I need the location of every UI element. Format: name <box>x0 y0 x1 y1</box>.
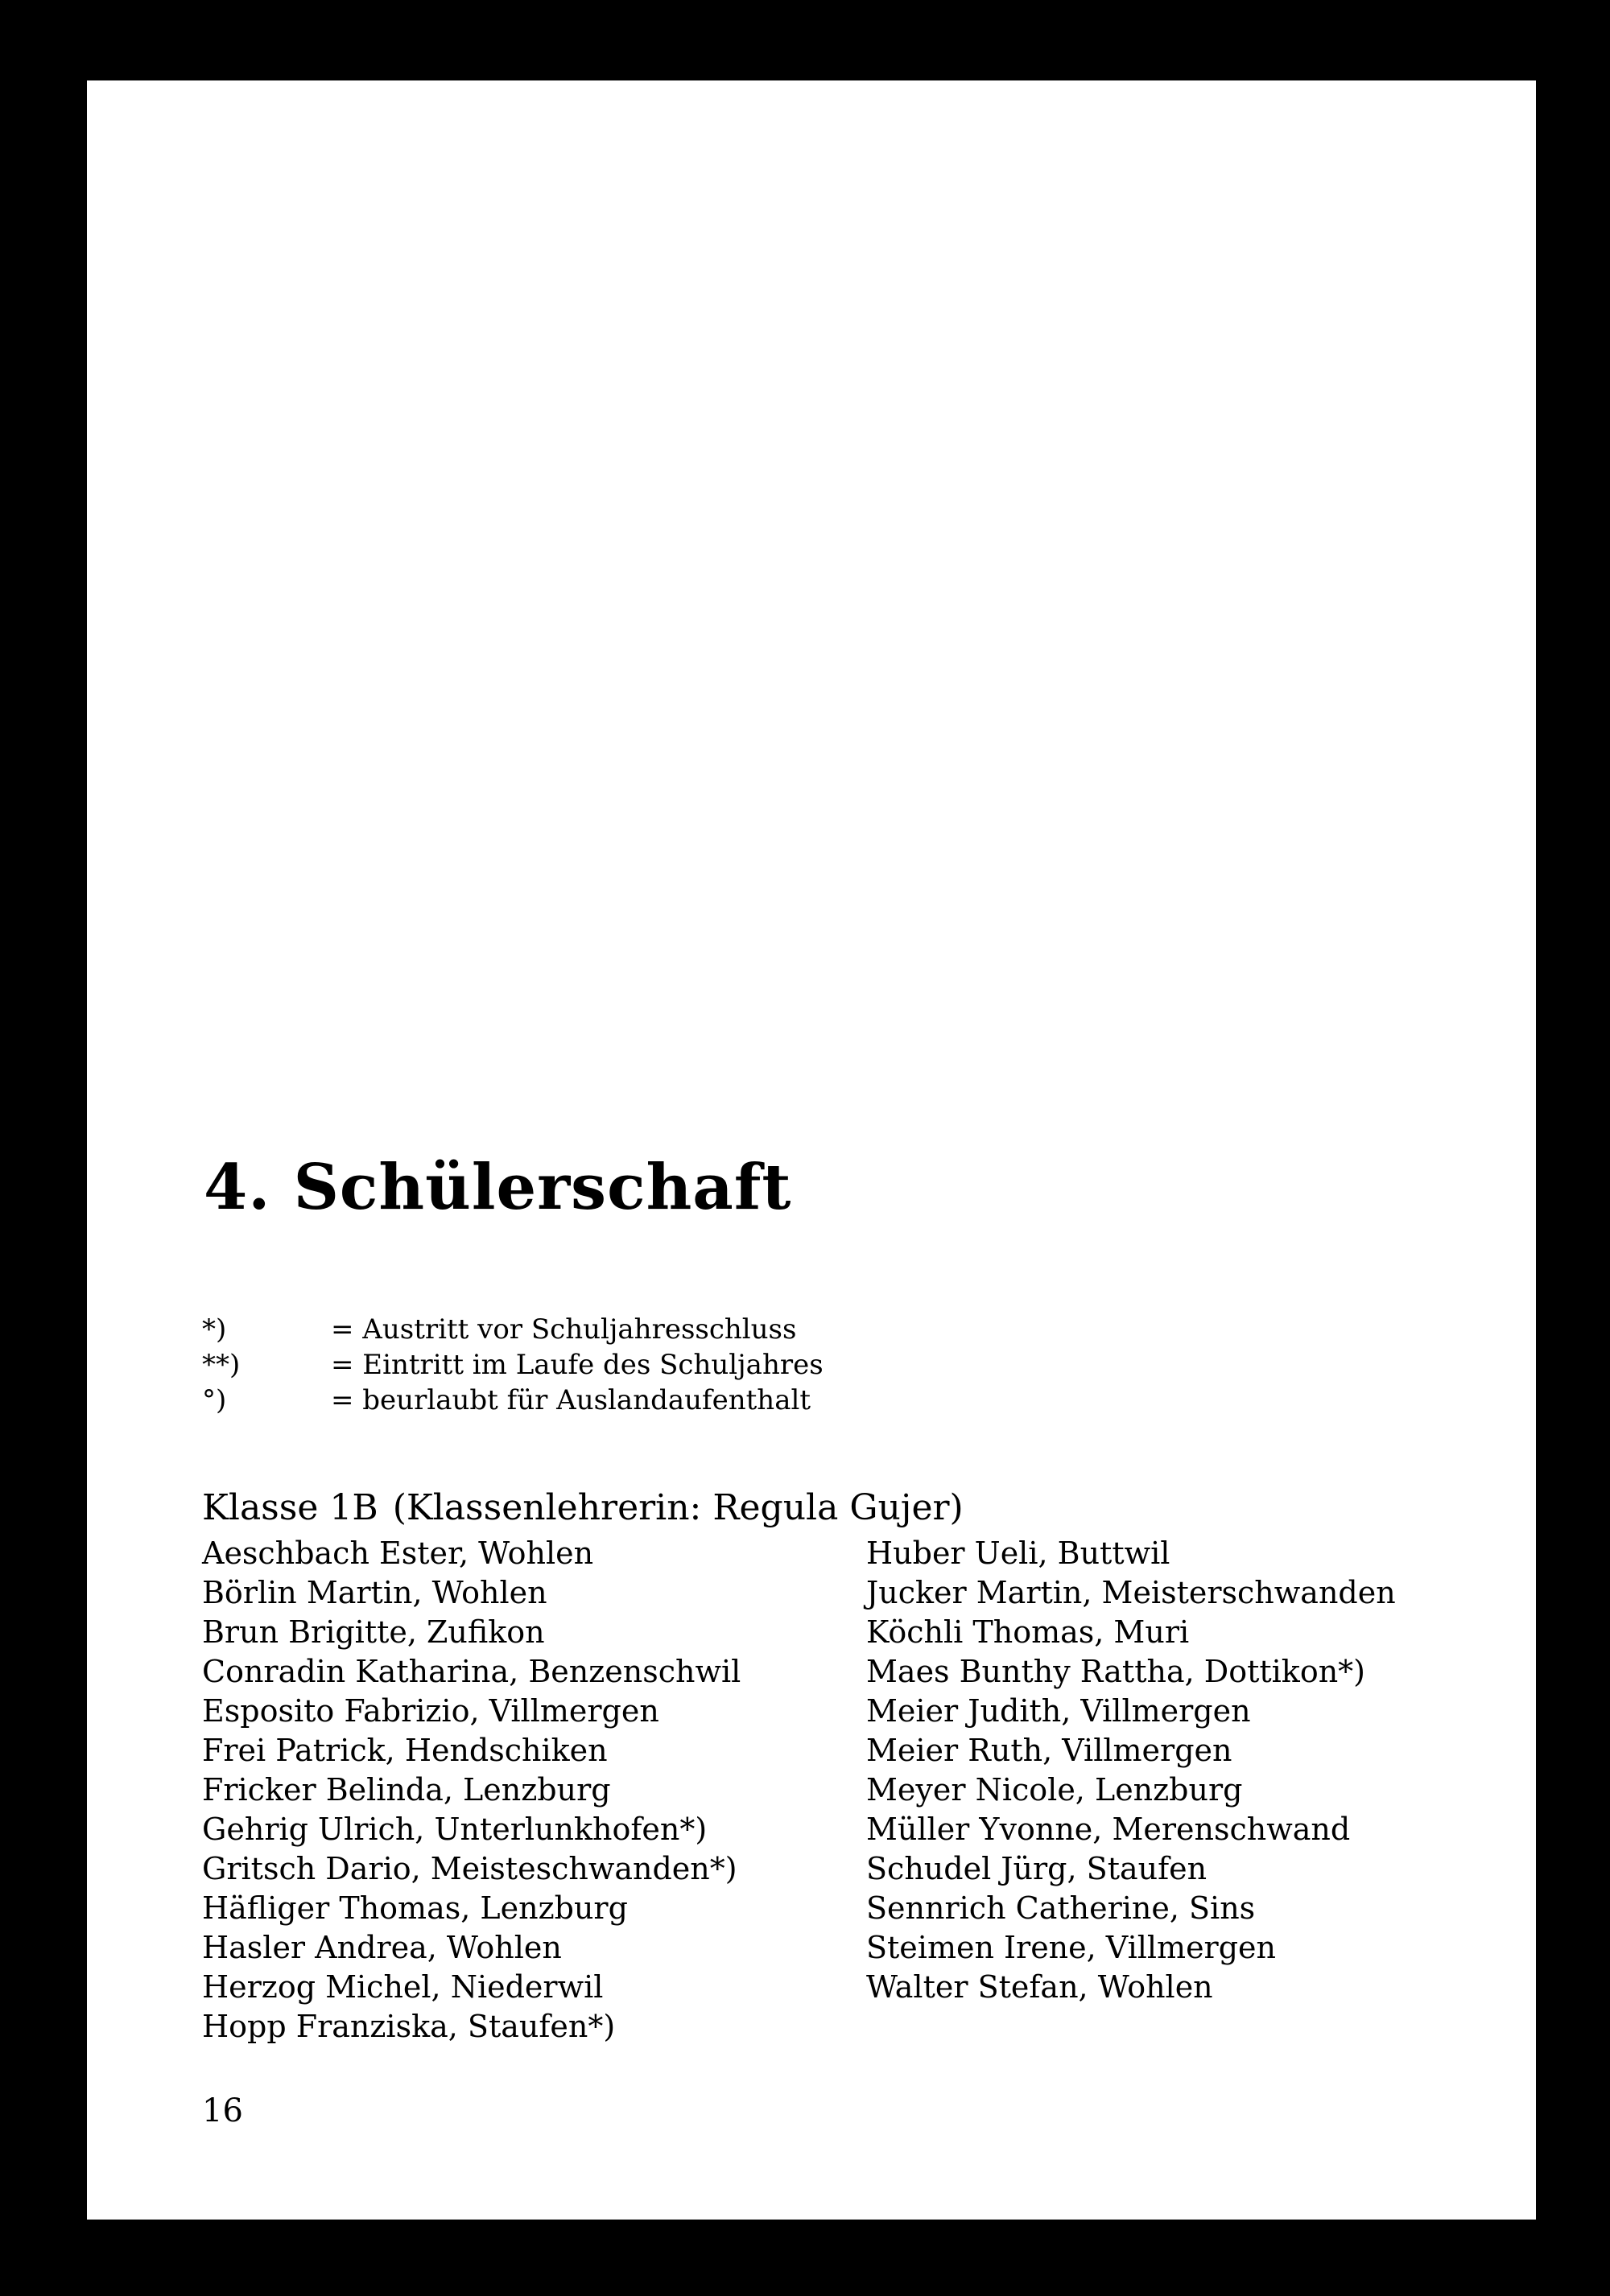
list-item: Frei Patrick, Hendschiken <box>202 1733 608 1768</box>
legend <box>202 1312 824 1418</box>
list-item: Hopp Franziska, Staufen*) <box>202 2009 616 2044</box>
list-item: Meier Judith, Villmergen <box>866 1693 1251 1729</box>
list-item: Esposito Fabrizio, Villmergen <box>202 1693 659 1729</box>
list-item: Huber Ueli, Buttwil <box>866 1535 1170 1571</box>
legend-symbol: **) <box>202 1349 241 1381</box>
list-item: Köchli Thomas, Muri <box>866 1614 1190 1650</box>
list-item: Gritsch Dario, Meisteschwanden*) <box>202 1851 737 1886</box>
legend-symbol: *) <box>202 1313 227 1346</box>
legend-row <box>202 1312 824 1347</box>
document-page <box>87 80 1536 2220</box>
list-item: Meier Ruth, Villmergen <box>866 1733 1232 1768</box>
list-item: Hasler Andrea, Wohlen <box>202 1930 562 1965</box>
list-item: Jucker Martin, Meisterschwanden <box>866 1575 1396 1610</box>
list-item: Fricker Belinda, Lenzburg <box>202 1772 611 1808</box>
legend-meaning: = Austritt vor Schuljahresschluss <box>331 1313 797 1346</box>
list-item: Brun Brigitte, Zufikon <box>202 1614 545 1650</box>
list-item: Meyer Nicole, Lenzburg <box>866 1772 1243 1808</box>
list-item: Häfliger Thomas, Lenzburg <box>202 1890 628 1926</box>
legend-symbol: °) <box>202 1384 227 1416</box>
class-title <box>202 1487 964 1528</box>
legend-meaning: = beurlaubt für Auslandaufenthalt <box>331 1384 811 1416</box>
class-name: Klasse 1B <box>202 1487 378 1528</box>
section-heading: 4. Schülerschaft <box>204 1151 792 1224</box>
legend-meaning: = Eintritt im Laufe des Schuljahres <box>331 1349 824 1381</box>
class-teacher: (Klassenlehrerin: Regula Gujer) <box>392 1487 964 1528</box>
list-item: Gehrig Ulrich, Unterlunkhofen*) <box>202 1812 708 1847</box>
list-item: Walter Stefan, Wohlen <box>866 1969 1213 2005</box>
list-item: Sennrich Catherine, Sins <box>866 1890 1256 1926</box>
list-item: Steimen Irene, Villmergen <box>866 1930 1277 1965</box>
list-item: Maes Bunthy Rattha, Dottikon*) <box>866 1654 1366 1689</box>
list-item: Aeschbach Ester, Wohlen <box>202 1535 594 1571</box>
list-item: Müller Yvonne, Merenschwand <box>866 1812 1351 1847</box>
legend-row <box>202 1383 824 1418</box>
student-list-right <box>866 1534 1396 2007</box>
list-item: Schudel Jürg, Staufen <box>866 1851 1208 1886</box>
list-item: Herzog Michel, Niederwil <box>202 1969 604 2005</box>
list-item: Conradin Katharina, Benzenschwil <box>202 1654 741 1689</box>
student-list-left <box>202 1534 741 2047</box>
legend-row <box>202 1347 824 1383</box>
list-item: Börlin Martin, Wohlen <box>202 1575 547 1610</box>
page-number: 16 <box>202 2092 243 2129</box>
